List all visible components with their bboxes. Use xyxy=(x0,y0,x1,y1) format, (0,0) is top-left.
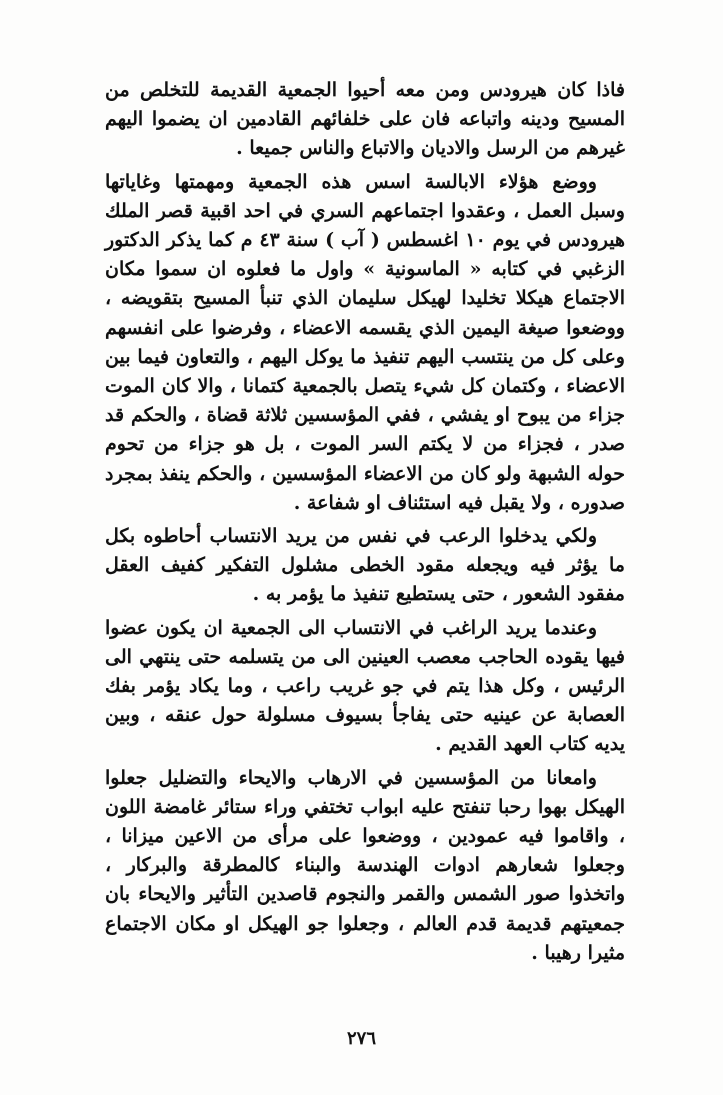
paragraph-3: ولكي يدخلوا الرعب في نفس من يريد الانتساب أحاطوه بكل ما يؤثر فيه ويجعله مقود الخطى مشلول التفكير كفيف العقل مفقود الشعور ، حتى يستطيع تنفيذ ما يؤمر به . xyxy=(105,525,625,606)
paragraph-2: ووضع هؤلاء الابالسة اسس هذه الجمعية ومهمتها وغاياتها وسبل العمل ، وعقدوا اجتماعهم السري في احد اقبية قصر الملك هيرودس في يوم ١٠ اغسطس ( آب ) سنة ٤٣ م كما يذكر الدكتور الزغبي في كتابه « الماسونية » واول ما فعلوه ان سموا مكان الاجتماع هيكلا تخليدا لهيكل سليمان الذي تنبأ المسيح بتقويضه ، ووضعوا صيغة اليمين الذي يقسمه الاعضاء ، وفرضوا على انفسهم وعلى كل من ينتسب اليهم تنفيذ ما يوكل اليهم ، والتعاون فيما بين الاعضاء ، وكتمان كل شيء يتصل بالجمعية كتمانا ، والا كان الموت جزاء من يبوح او يفشي ، ففي المؤسسين ثلاثة قضاة ، والحكم قد صدر ، فجزاء من لا يكتم السر الموت ، بل هو جزاء من تحوم حوله الشبهة ولو كان من الاعضاء المؤسسين ، والحكم ينفذ بمجرد صدوره ، ولا يقبل فيه استئناف او شفاعة . xyxy=(105,170,625,514)
paragraph-1: فاذا كان هيرودس ومن معه أحيوا الجمعية القديمة للتخلص من المسيح ودينه واتباعه فان على خلفائهم القادمين ان يضموا اليهم غيرهم من الرسل والاديان والاتباع والناس جميعا . xyxy=(105,79,625,160)
page-number: ٢٧٦ xyxy=(346,1028,376,1049)
paragraph-4: وعندما يريد الراغب في الانتساب الى الجمعية ان يكون عضوا فيها يقوده الحاجب معصب العينين الى من يتسلمه حتى ينتهي الى الرئيس ، وكل هذا يتم في جو غريب راعب ، وما يكاد يؤمر بفك العصابة عن عينيه حتى يفاجأ بسيوف مسلولة حول عنقه ، وبين يديه كتاب العهد القديم . xyxy=(105,616,625,756)
body-text xyxy=(105,76,625,968)
paragraph-5: وامعانا من المؤسسين في الارهاب والايحاء والتضليل جعلوا الهيكل بهوا رحبا تنفتح عليه ابواب تختفي وراء ستائر غامضة اللون ، واقاموا فيه عمودين ، ووضعوا على مرأى من الاعين ميزانا ، وجعلوا شعارهم ادوات الهندسة والبناء كالمطرقة والبركار ، واتخذوا صور الشمس والقمر والنجوم قاصدين التأثير والايحاء بان جمعيتهم قديمة قدم العالم ، وجعلوا جو الهيكل او مكان الاجتماع مثيرا رهيبا . xyxy=(105,766,625,964)
